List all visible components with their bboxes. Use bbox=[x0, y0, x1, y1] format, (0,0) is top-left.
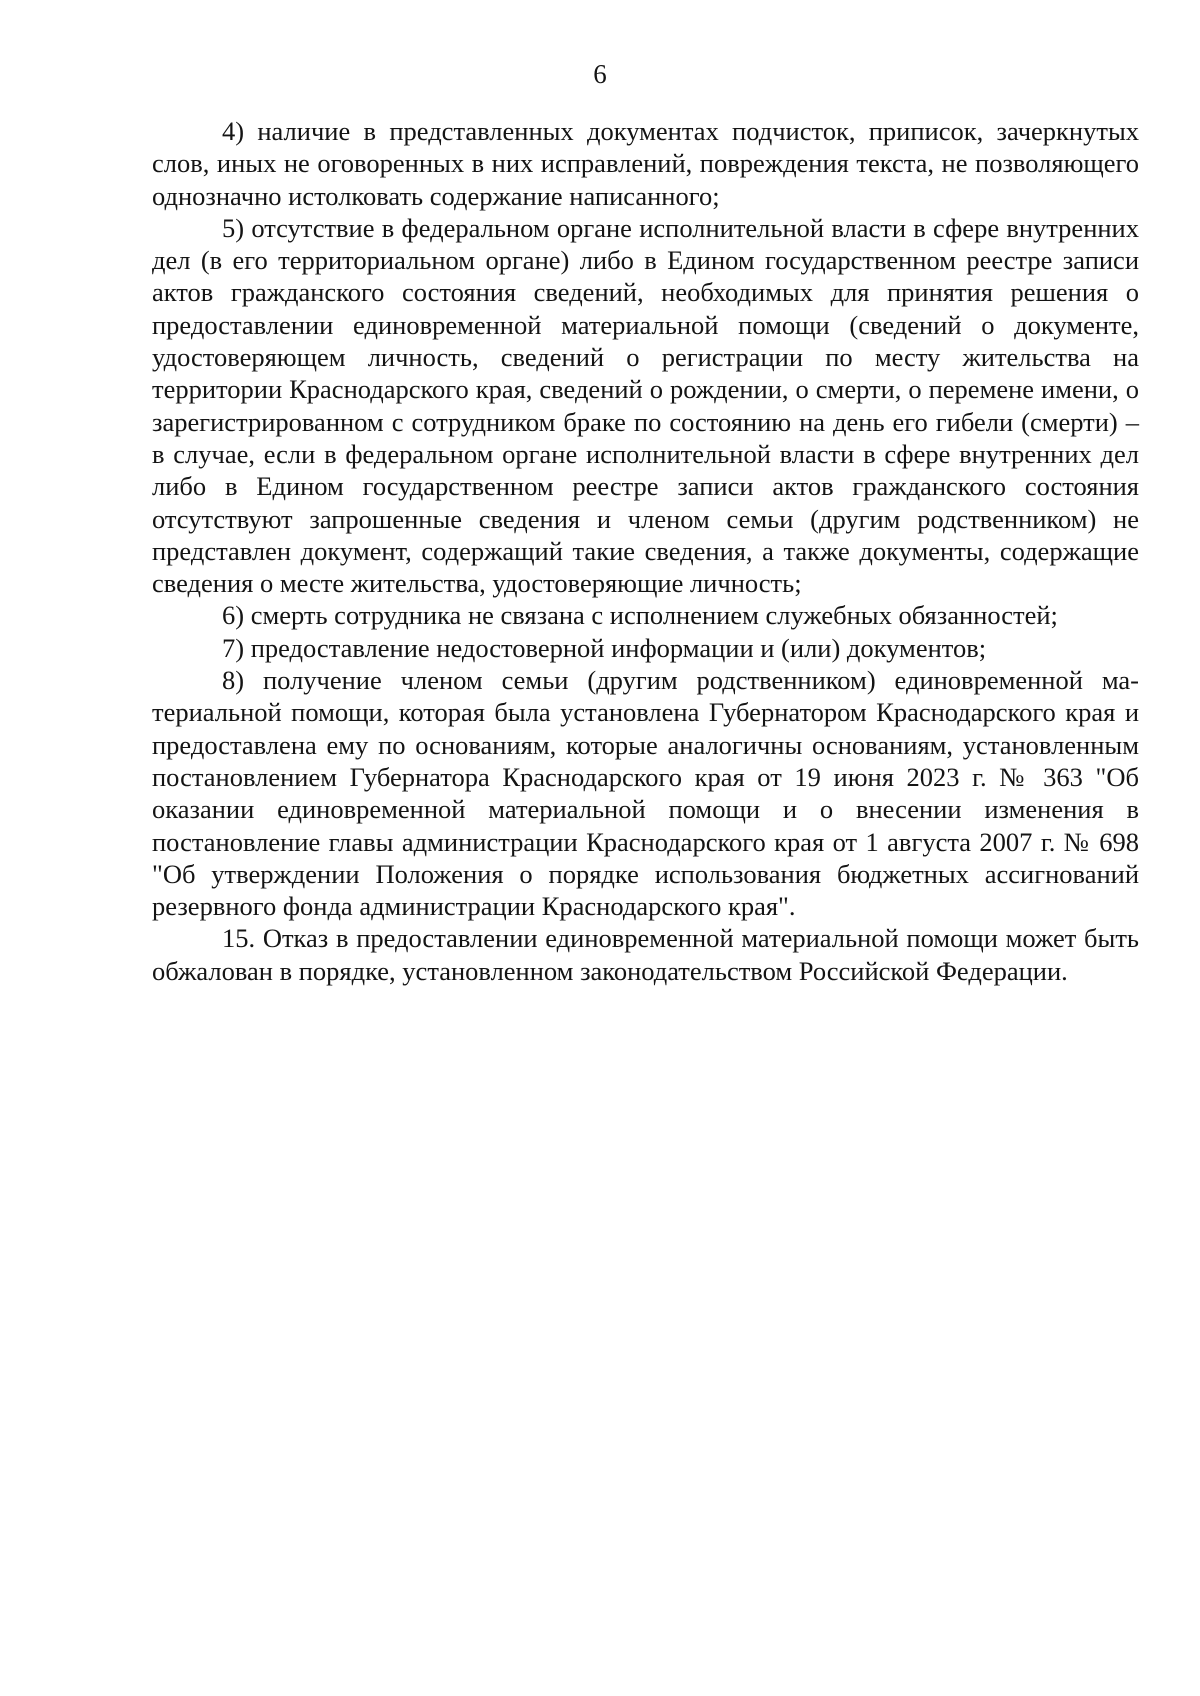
paragraph-item-8: 8) получение членом семьи (другим родственником) единовременной материальной помощи, которая была установлена Губернатором Краснодарского края и предоставлена ему по основаниям, которые аналогичны основаниям, установленным постановлением Губернатора Краснодарского края от 19 июня 2023 г. № 363 "Об оказании единовременной материальной помощи и о внесении изменения в постановление главы администрации Краснодарского края от 1 августа 2007 г. № 698 "Об утверждении Положения о порядке использования бюджетных ассигнований резервного фонда администрации Краснодарского края". bbox=[152, 665, 1139, 922]
paragraph-clause-15: 15. Отказ в предоставлении единовременной материальной помощи может быть обжалован в порядке, установленном законодательством Российской Федерации. bbox=[152, 923, 1139, 986]
paragraph-item-4: 4) наличие в представленных документах подчисток, приписок, зачеркнутых слов, иных не оговоренных в них исправлений, повреждения текста, не позволяющего однозначно истолковать содержание написанного; bbox=[152, 116, 1139, 211]
paragraph-item-7: 7) предоставление недостоверной информации и (или) документов; bbox=[222, 632, 987, 663]
paragraph-item-6: 6) смерть сотрудника не связана с исполнением служебных обязанностей; bbox=[222, 600, 1058, 631]
document-body bbox=[152, 115, 1139, 987]
paragraph-item-5: 5) отсутствие в федеральном органе исполнительной власти в сфере внутренних дел (в его территориальном органе) либо в Едином государственном реестре записи актов гражданского состояния сведений, необходимых для принятия решения о предоставлении единовременной материальной помощи (сведений о документе, удостоверяющем личность, сведений о регистрации по месту жительства на территории Краснодарского края, сведений о рождении, о смерти, о перемене имени, о зарегистрированном с сотрудником браке по состоянию на день его гибели (смерти) – в случае, если в федеральном органе исполнительной власти в сфере внутренних дел либо в Едином государственном реестре записи актов гражданского состояния отсутствуют запрошенные сведения и членом семьи (другим родственником) не представлен документ, содержащий такие сведения, а также документы, содержащие сведения о месте жительства, удостоверяющие личность; bbox=[152, 212, 1139, 599]
page-number: 6 bbox=[593, 59, 607, 89]
